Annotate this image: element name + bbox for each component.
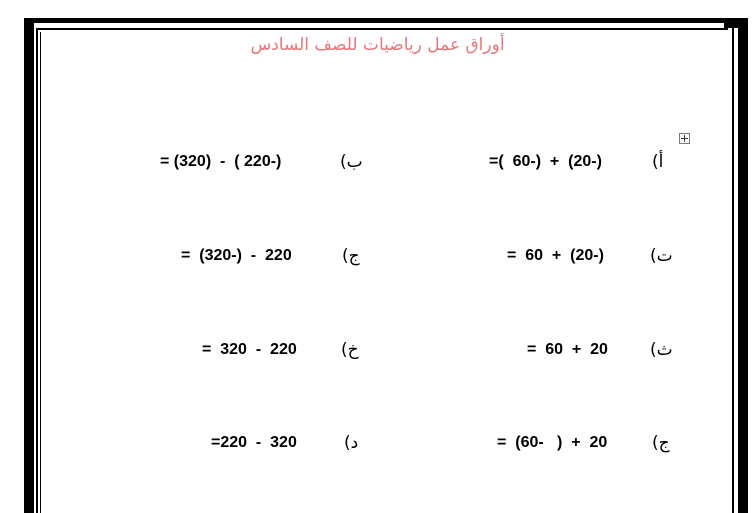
exercise-expression-d: =220 - 320 [211,434,297,451]
exercise-label-d: د) [344,433,359,453]
exercise-expression-kh: = 320 - 220 [202,341,297,358]
page-border-right-thin [732,28,734,513]
exercise-expression-t: = 60 + (20-) [507,247,604,264]
page-border-right-thick [738,18,748,513]
exercise-expression-j: = (60- ) + 20 [497,434,608,451]
page-title: أوراق عمل رياضيات للصف السادس [250,35,505,55]
document-page [40,32,731,513]
exercise-expression-b: = (320) - ( 220-) [160,153,282,170]
page-border-left-thin [36,28,38,513]
page-border-left-thick [24,18,34,513]
exercise-label-kh: خ) [341,340,359,360]
exercise-expression-h: = (320-) - 220 [181,247,292,264]
page-border-top-inner [36,28,728,30]
exercise-label-t: ت) [650,246,673,266]
exercise-expression-th: = 60 + 20 [527,341,608,358]
exercise-label-a: أ) [652,152,664,172]
exercise-label-h: ج) [342,246,360,266]
page-border-corner [724,18,748,28]
exercise-label-th: ث) [650,340,673,360]
exercise-label-b: ب) [340,152,363,172]
exercise-label-j: ج) [652,433,670,453]
page-border-outer-top [24,18,728,23]
exercise-expression-a: =( 60-) + (20-) [489,153,602,170]
table-move-handle-icon[interactable] [679,133,690,144]
